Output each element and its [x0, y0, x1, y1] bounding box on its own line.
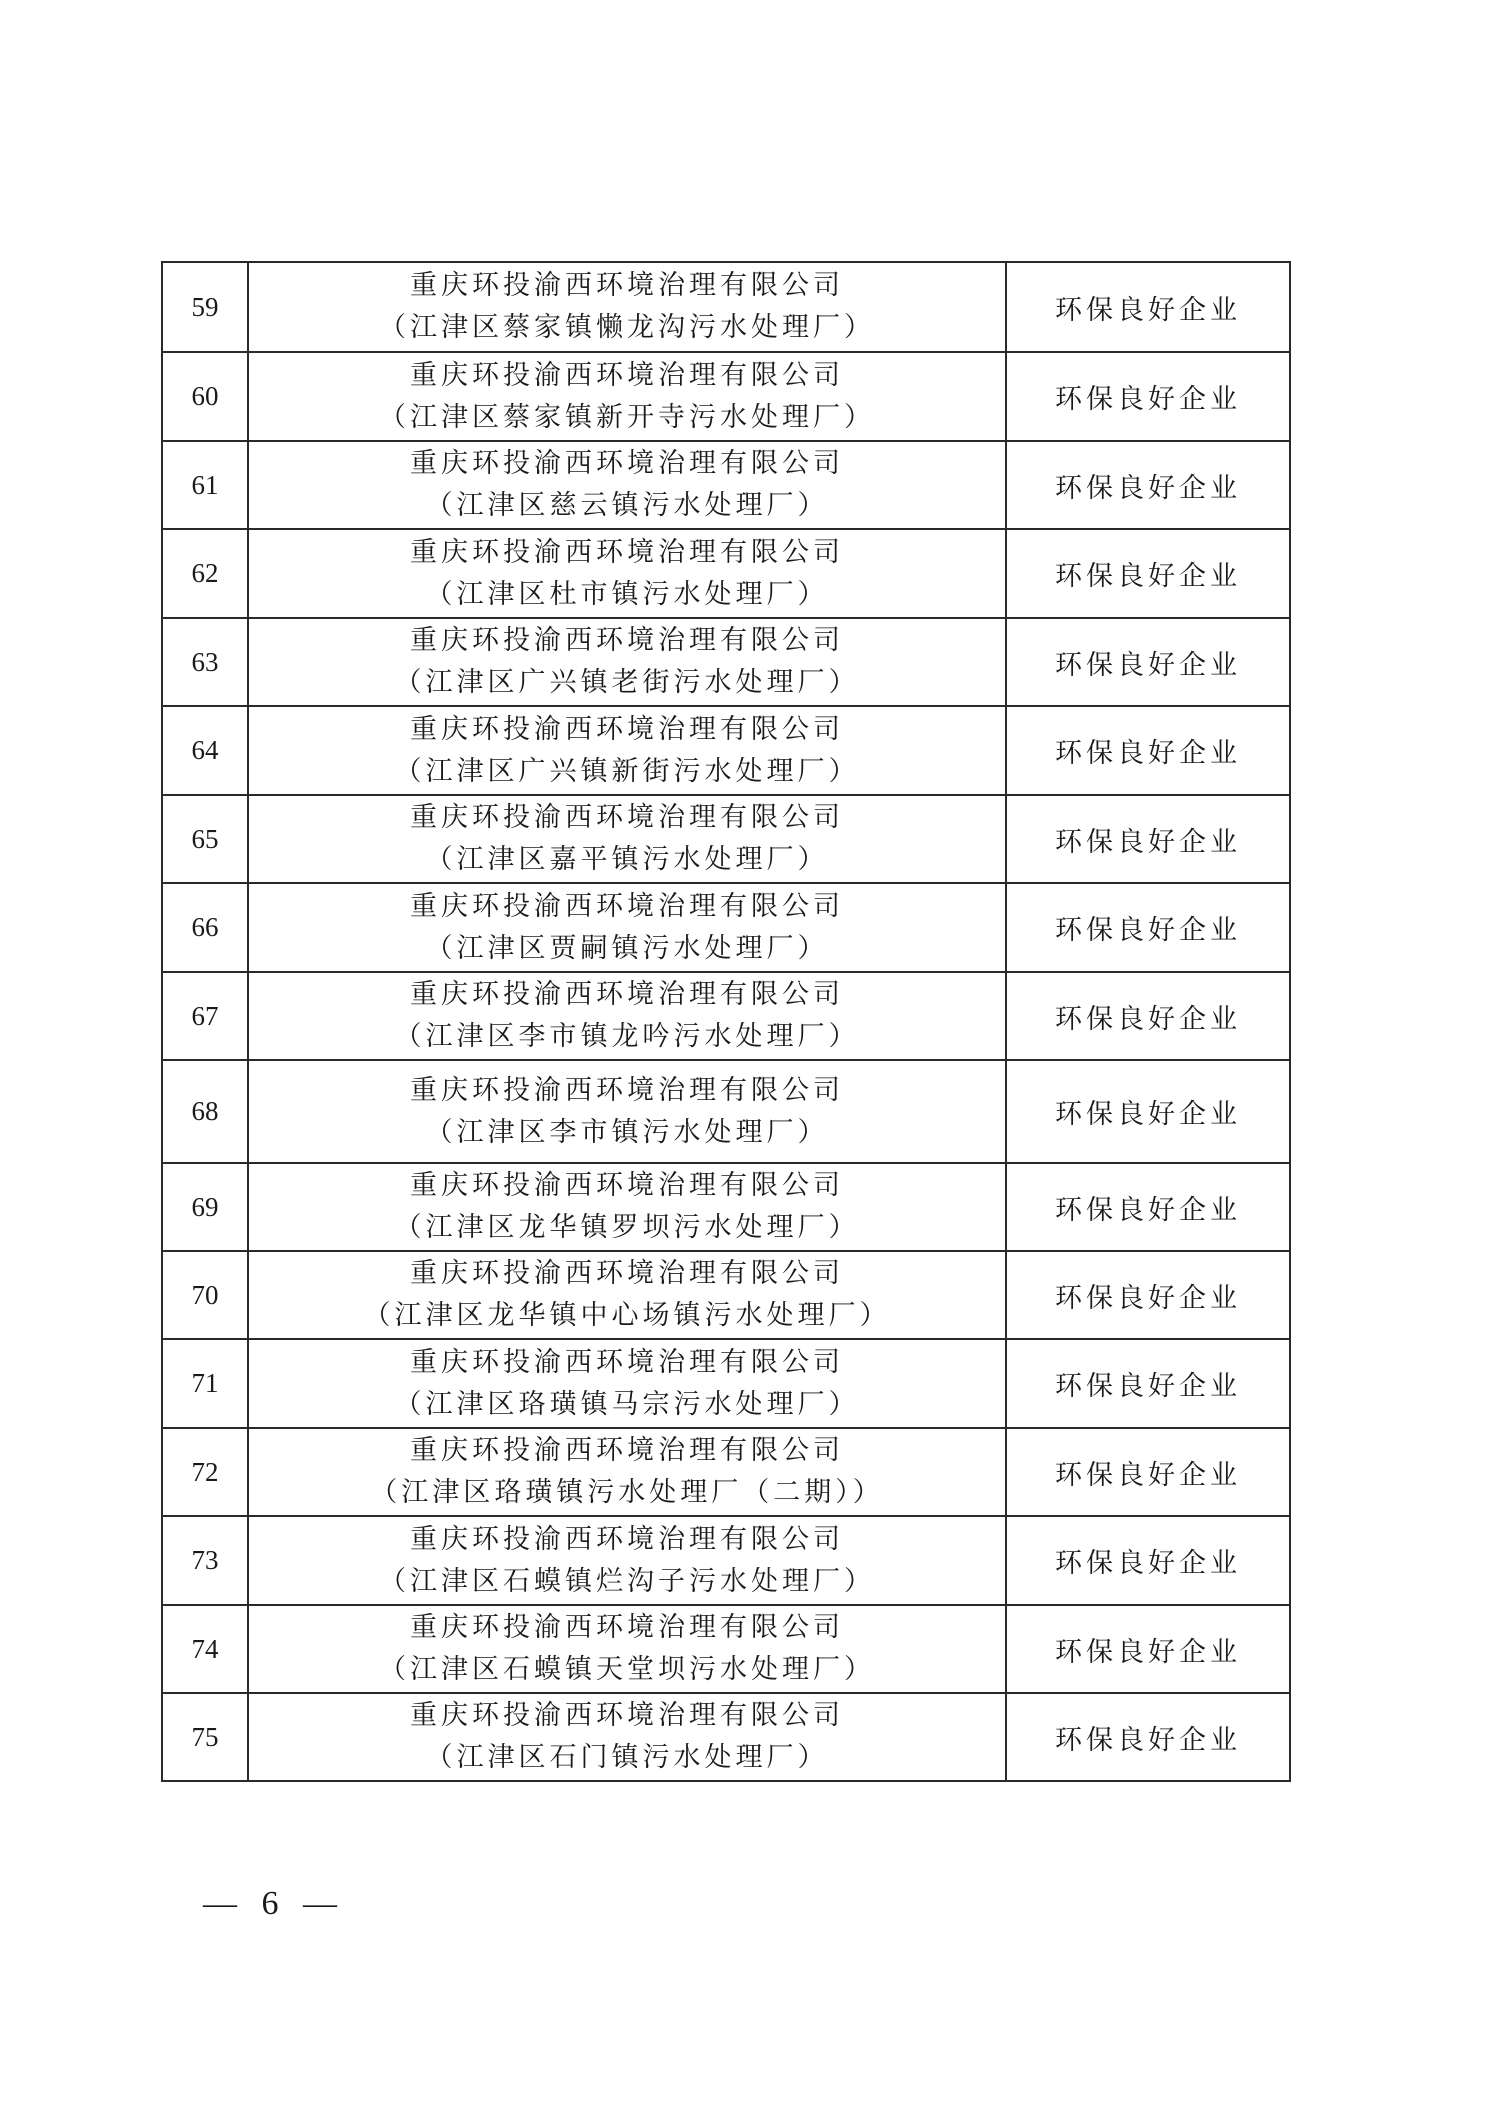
plant-name: （江津区石蟆镇天堂坝污水处理厂） [379, 1654, 875, 1685]
plant-name: （江津区慈云镇污水处理厂） [425, 490, 829, 521]
enterprise-name [248, 1516, 1006, 1605]
row-number: 67 [162, 972, 248, 1060]
rating-label: 环保良好企业 [1006, 1251, 1290, 1339]
company-name: 重庆环投渝西环境治理有限公司 [410, 802, 844, 833]
company-name: 重庆环投渝西环境治理有限公司 [410, 979, 844, 1010]
plant-name: （江津区广兴镇老街污水处理厂） [394, 667, 860, 698]
row-number: 72 [162, 1428, 248, 1516]
company-name: 重庆环投渝西环境治理有限公司 [410, 270, 844, 301]
enterprise-name [248, 706, 1006, 795]
enterprise-name [248, 1428, 1006, 1516]
company-name: 重庆环投渝西环境治理有限公司 [410, 1700, 844, 1731]
table-row [162, 706, 1290, 795]
rating-label: 环保良好企业 [1006, 1693, 1290, 1781]
page-number: — 6 — [203, 1885, 345, 1922]
plant-name: （江津区珞璜镇马宗污水处理厂） [394, 1388, 860, 1420]
row-number: 75 [162, 1693, 248, 1781]
table-row [162, 529, 1290, 618]
plant-name: （江津区蔡家镇新开寺污水处理厂） [379, 401, 875, 433]
rating-label: 环保良好企业 [1006, 972, 1290, 1060]
row-number: 65 [162, 795, 248, 883]
rating-label: 环保良好企业 [1006, 618, 1290, 706]
rating-label: 环保良好企业 [1006, 441, 1290, 529]
plant-name: （江津区龙华镇中心场镇污水处理厂） [363, 1300, 891, 1331]
table-row [162, 1605, 1290, 1693]
company-name: 重庆环投渝西环境治理有限公司 [410, 625, 844, 656]
rating-label: 环保良好企业 [1006, 262, 1290, 352]
enterprise-name [248, 1693, 1006, 1781]
table-row [162, 352, 1290, 441]
rating-label: 环保良好企业 [1006, 883, 1290, 972]
enterprise-name [248, 352, 1006, 441]
enterprise-name [248, 1605, 1006, 1693]
row-number: 71 [162, 1339, 248, 1428]
row-number: 64 [162, 706, 248, 795]
enterprise-name [248, 972, 1006, 1060]
company-name: 重庆环投渝西环境治理有限公司 [410, 1612, 844, 1643]
enterprise-name [248, 618, 1006, 706]
rating-label: 环保良好企业 [1006, 795, 1290, 883]
company-name: 重庆环投渝西环境治理有限公司 [410, 359, 844, 391]
row-number: 63 [162, 618, 248, 706]
plant-name: （江津区李市镇污水处理厂） [425, 1116, 829, 1148]
table-row [162, 1163, 1290, 1251]
enterprise-name [248, 795, 1006, 883]
company-name: 重庆环投渝西环境治理有限公司 [410, 1346, 844, 1378]
row-number: 73 [162, 1516, 248, 1605]
company-name: 重庆环投渝西环境治理有限公司 [410, 1523, 844, 1555]
row-number: 60 [162, 352, 248, 441]
enterprise-name [248, 1251, 1006, 1339]
enterprise-name [248, 883, 1006, 972]
company-name: 重庆环投渝西环境治理有限公司 [410, 1170, 844, 1201]
row-number: 70 [162, 1251, 248, 1339]
plant-name: （江津区蔡家镇懒龙沟污水处理厂） [379, 312, 875, 343]
rating-label: 环保良好企业 [1006, 1060, 1290, 1163]
table-row [162, 441, 1290, 529]
table-row [162, 618, 1290, 706]
row-number: 66 [162, 883, 248, 972]
table-row [162, 795, 1290, 883]
enterprise-rating-table [161, 261, 1291, 1782]
plant-name: （江津区李市镇龙吟污水处理厂） [394, 1021, 860, 1052]
row-number: 59 [162, 262, 248, 352]
plant-name: （江津区广兴镇新街污水处理厂） [394, 755, 860, 787]
rating-label: 环保良好企业 [1006, 706, 1290, 795]
plant-name: （江津区石蟆镇烂沟子污水处理厂） [379, 1565, 875, 1597]
rating-label: 环保良好企业 [1006, 1605, 1290, 1693]
rating-label: 环保良好企业 [1006, 529, 1290, 618]
company-name: 重庆环投渝西环境治理有限公司 [410, 536, 844, 568]
row-number: 62 [162, 529, 248, 618]
table-row [162, 1339, 1290, 1428]
table-row [162, 1428, 1290, 1516]
table-row [162, 1251, 1290, 1339]
plant-name: （江津区龙华镇罗坝污水处理厂） [394, 1212, 860, 1243]
row-number: 74 [162, 1605, 248, 1693]
rating-label: 环保良好企业 [1006, 1428, 1290, 1516]
table-row [162, 1693, 1290, 1781]
row-number: 69 [162, 1163, 248, 1251]
enterprise-name [248, 441, 1006, 529]
company-name: 重庆环投渝西环境治理有限公司 [410, 1435, 844, 1466]
table-row [162, 1060, 1290, 1163]
table-row [162, 883, 1290, 972]
table-body [162, 262, 1290, 1781]
company-name: 重庆环投渝西环境治理有限公司 [410, 1074, 844, 1106]
enterprise-name [248, 1060, 1006, 1163]
rating-label: 环保良好企业 [1006, 1516, 1290, 1605]
enterprise-name [248, 1339, 1006, 1428]
table-row [162, 1516, 1290, 1605]
enterprise-name [248, 262, 1006, 352]
enterprise-name [248, 1163, 1006, 1251]
company-name: 重庆环投渝西环境治理有限公司 [410, 1258, 844, 1289]
rating-label: 环保良好企业 [1006, 1163, 1290, 1251]
plant-name: （江津区珞璜镇污水处理厂（二期）） [370, 1477, 884, 1508]
rating-label: 环保良好企业 [1006, 352, 1290, 441]
company-name: 重庆环投渝西环境治理有限公司 [410, 448, 844, 479]
row-number: 68 [162, 1060, 248, 1163]
plant-name: （江津区石门镇污水处理厂） [425, 1742, 829, 1773]
enterprise-name [248, 529, 1006, 618]
table-row [162, 972, 1290, 1060]
company-name: 重庆环投渝西环境治理有限公司 [410, 890, 844, 922]
rating-label: 环保良好企业 [1006, 1339, 1290, 1428]
plant-name: （江津区杜市镇污水处理厂） [425, 578, 829, 610]
row-number: 61 [162, 441, 248, 529]
plant-name: （江津区嘉平镇污水处理厂） [425, 844, 829, 875]
plant-name: （江津区贾嗣镇污水处理厂） [425, 932, 829, 964]
table-row [162, 262, 1290, 352]
company-name: 重庆环投渝西环境治理有限公司 [410, 713, 844, 745]
